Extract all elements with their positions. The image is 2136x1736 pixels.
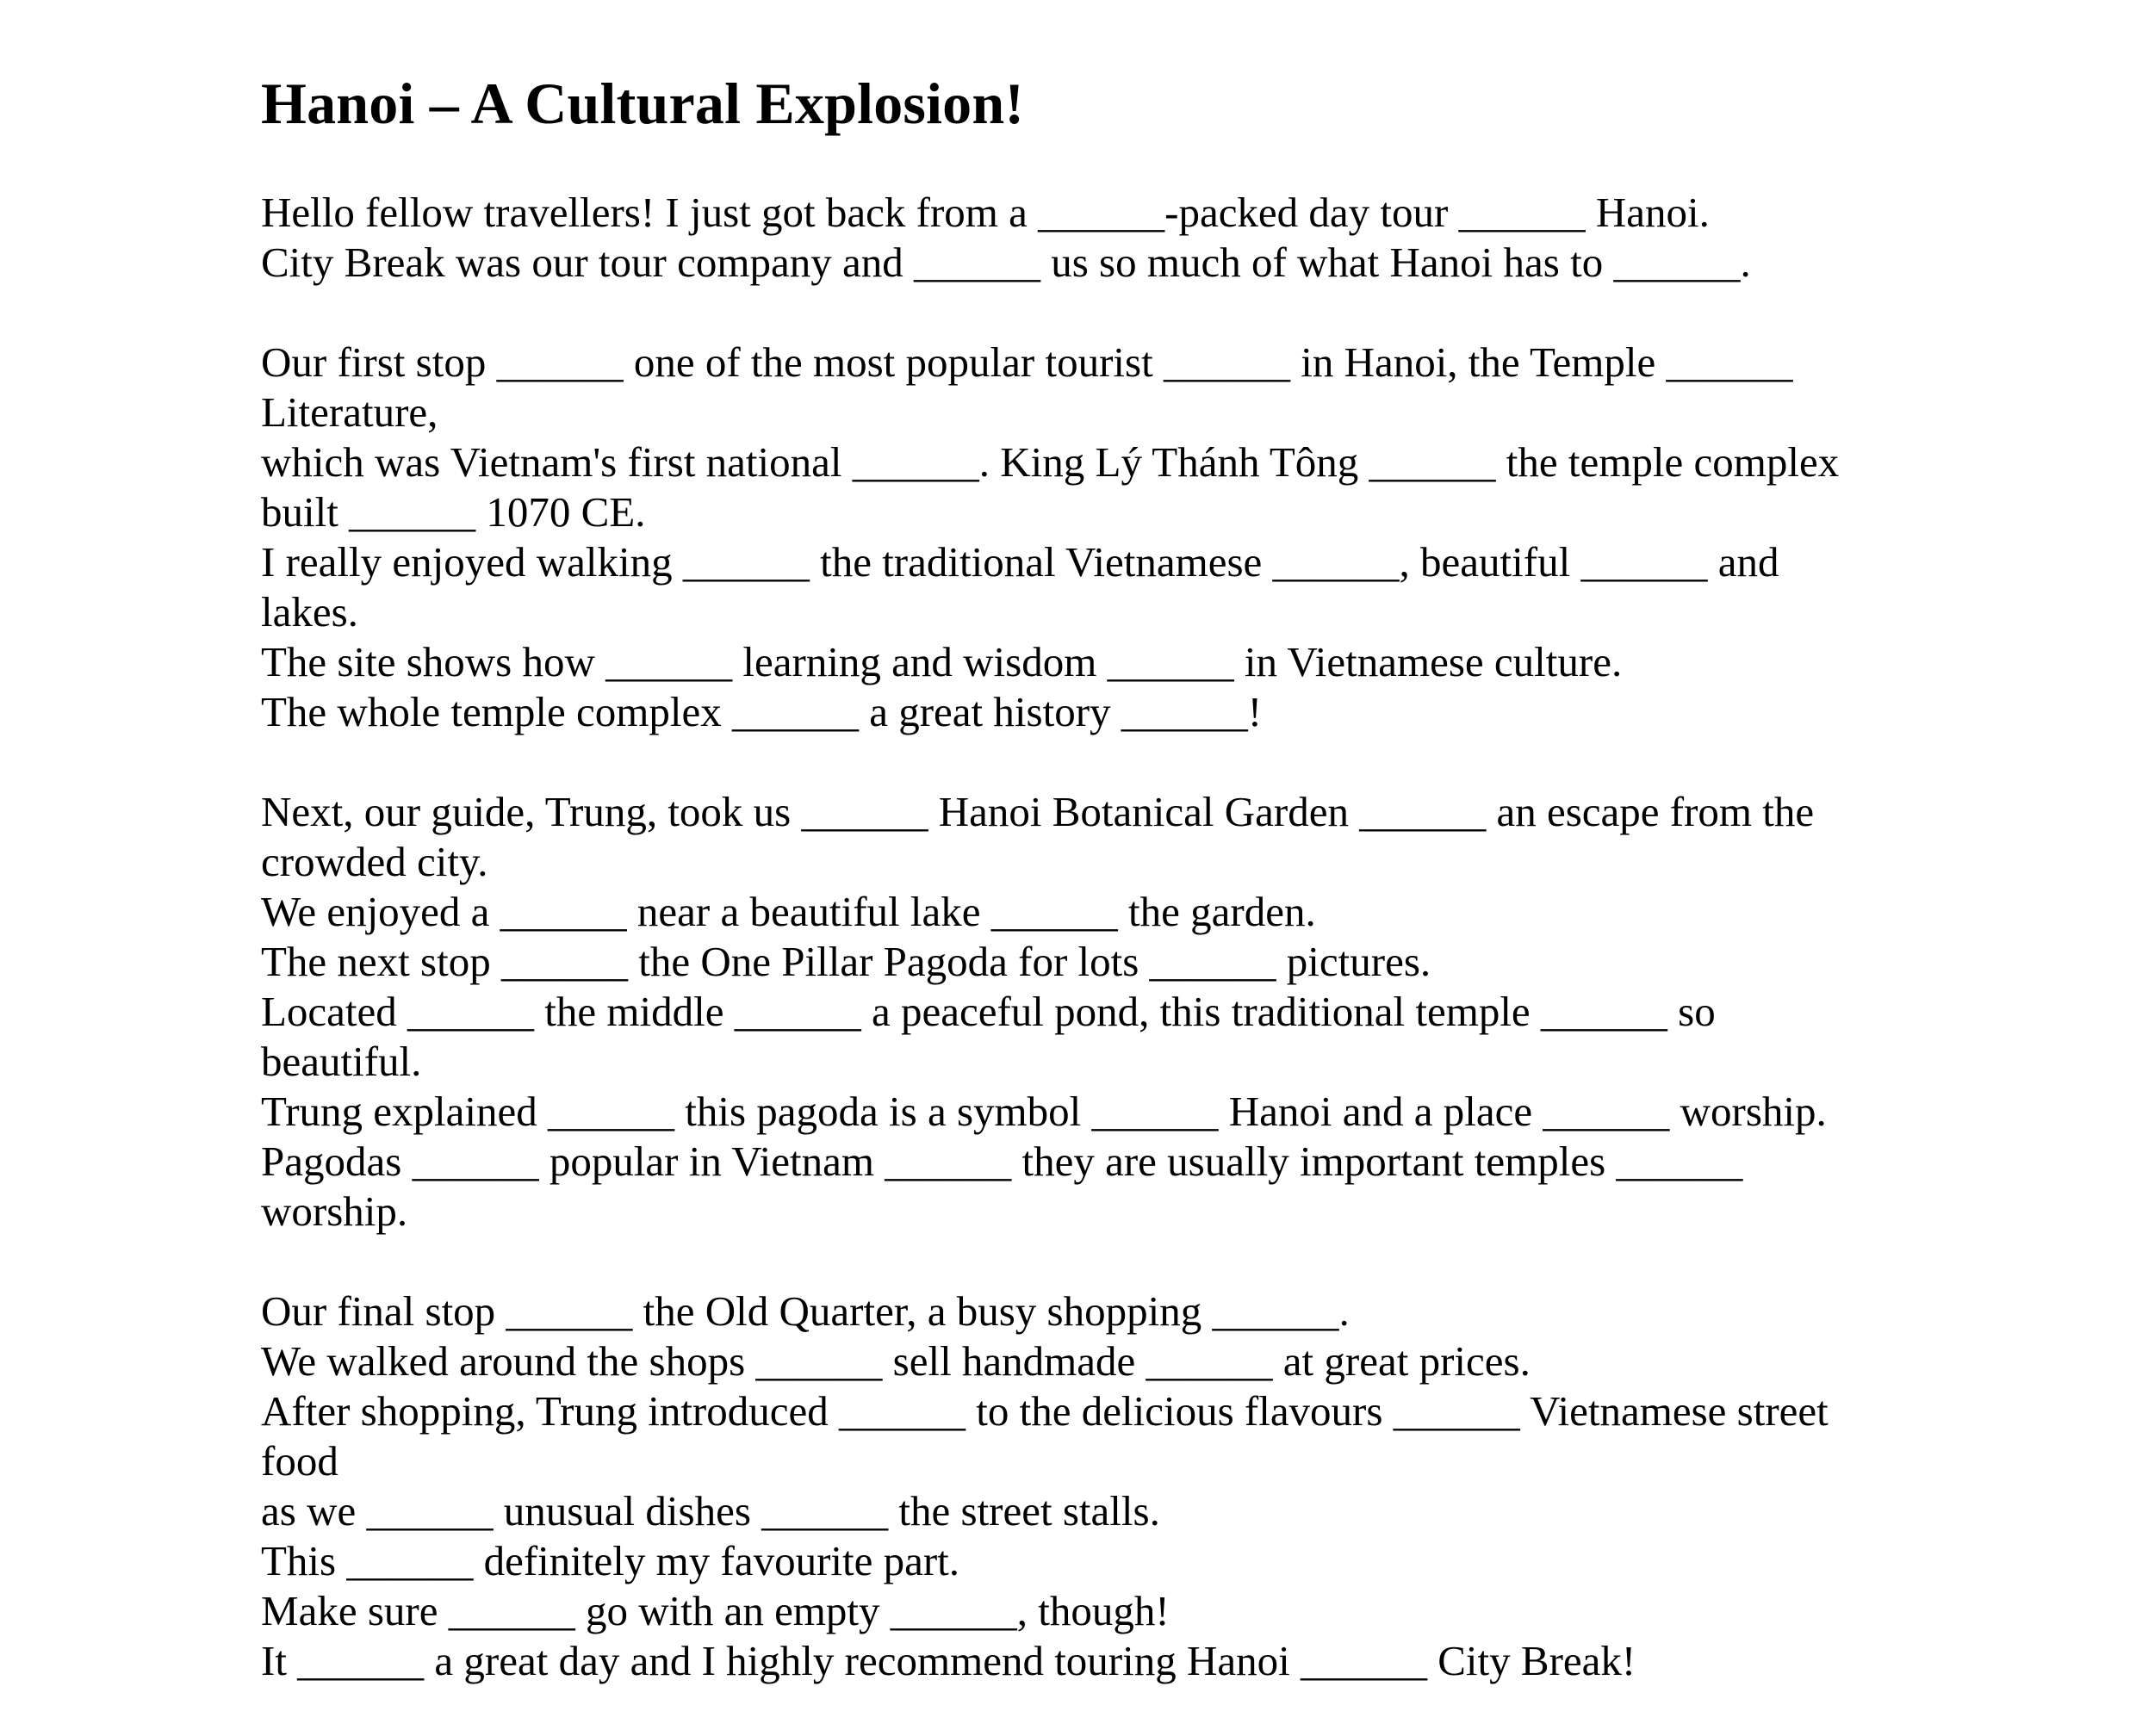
text-line: Next, our guide, Trung, took us ______ Hanoi Botanical Garden ______ an escape from the [261, 788, 1815, 835]
text-line: Hello fellow travellers! I just got back from a ______-packed day tour ______ Hanoi. [261, 189, 1710, 236]
worksheet-page [261, 69, 1984, 1736]
text-line: After shopping, Trung introduced ______ to the delicious flavours ______ Vietnamese street [261, 1387, 1829, 1435]
text-line: It ______ a great day and I highly recommend touring Hanoi ______ City Break! [261, 1637, 1636, 1684]
text-line: Literature, [261, 388, 438, 436]
text-line: as we ______ unusual dishes ______ the street stalls. [261, 1487, 1160, 1534]
text-line: built ______ 1070 CE. [261, 488, 646, 536]
text-line: beautiful. [261, 1038, 422, 1085]
text-line: The whole temple complex ______ a great history ______! [261, 688, 1263, 735]
text-line: I really enjoyed walking ______ the traditional Vietnamese ______, beautiful ______ and [261, 538, 1779, 586]
text-line: Pagodas ______ popular in Vietnam ______ they are usually important temples ______ [261, 1138, 1743, 1185]
paragraph-temple-of-literature [261, 338, 1984, 737]
paragraph-intro [261, 188, 1984, 288]
text-line: Trung explained ______ this pagoda is a symbol ______ Hanoi and a place ______ worship. [261, 1088, 1827, 1135]
text-line: Make sure ______ go with an empty ______, though! [261, 1587, 1170, 1634]
text-line: Our first stop ______ one of the most popular tourist ______ in Hanoi, the Temple ______ [261, 338, 1793, 386]
paragraph-old-quarter [261, 1286, 1984, 1686]
page-title: Hanoi – A Cultural Explosion! [261, 71, 1025, 136]
text-line: food [261, 1437, 338, 1485]
text-line: City Break was our tour company and ______ us so much of what Hanoi has to ______. [261, 239, 1751, 286]
text-line: Located ______ the middle ______ a peaceful pond, this traditional temple ______ so [261, 988, 1716, 1035]
text-line: worship. [261, 1187, 408, 1235]
text-line: Our final stop ______ the Old Quarter, a busy shopping ______. [261, 1287, 1350, 1335]
text-line: This ______ definitely my favourite part. [261, 1537, 960, 1584]
text-line: The next stop ______ the One Pillar Pagoda for lots ______ pictures. [261, 938, 1431, 985]
paragraph-botanical-garden [261, 787, 1984, 1237]
text-line: The site shows how ______ learning and wisdom ______ in Vietnamese culture. [261, 638, 1623, 685]
text-line: We walked around the shops ______ sell handmade ______ at great prices. [261, 1337, 1531, 1385]
text-line: We enjoyed a ______ near a beautiful lake ______ the garden. [261, 888, 1316, 935]
text-line: lakes. [261, 588, 358, 636]
text-line: crowded city. [261, 838, 488, 885]
text-line: which was Vietnam's first national ______. King Lý Thánh Tông ______ the temple complex [261, 438, 1840, 486]
